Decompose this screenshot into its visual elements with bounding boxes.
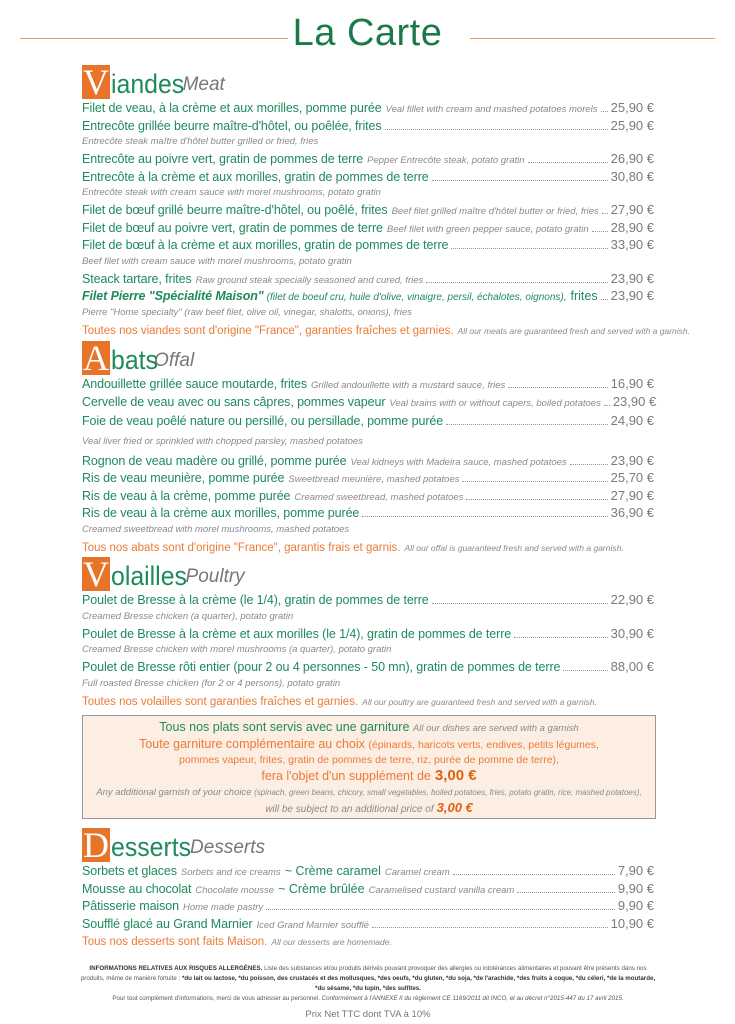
section-note-en: All our offal is guaranteed fresh and served with a garnish. [404, 542, 624, 553]
menu-item [82, 591, 654, 609]
dot-leader [602, 213, 608, 214]
garnish-line6-en: will be subject to an additional price of [265, 804, 434, 815]
item-price: 88,00 € [610, 659, 654, 674]
item-name-en: Veal fillet with cream and mashed potatoes morels [385, 104, 598, 115]
section-note-fr: Tous nos abats sont d'origine "France", garantis frais et garnis. [82, 541, 401, 554]
item-name-en: Beef filet with green pepper sauce, potato gratin [386, 223, 589, 235]
menu-item [82, 452, 654, 470]
item-name-en-extra: Caramelised custard vanilla cream [368, 884, 515, 896]
section-heading [82, 825, 654, 865]
menu-item [82, 625, 654, 643]
garnish-line2-fr: Toute garniture complémentaire au choix [139, 737, 365, 751]
item-translation: Pierre "Home specialty" (raw beef filet, olive oil, vinegar, shalotts, onions), fries [82, 306, 412, 318]
dot-leader [372, 927, 608, 928]
section-title-fr: iandes [111, 69, 185, 99]
item-name-fr: Filet de veau, à la crème et aux morilles, pomme purée [82, 101, 382, 115]
dot-leader [453, 874, 615, 875]
item-name-fr: Entrecôte au poivre vert, gratin de pommes de terre [82, 152, 364, 166]
item-name-en: Iced Grand Marnier soufflé [256, 919, 369, 931]
section-note [82, 692, 654, 710]
garnish-line4: fera l'objet d'un supplément de [261, 769, 431, 783]
item-name-en: Raw ground steak specially seasoned and cured, fries [195, 274, 424, 286]
menu-item [82, 270, 654, 288]
menu-item [82, 504, 654, 522]
menu-item [82, 412, 654, 430]
section-volailles [82, 555, 654, 710]
allergen-footer [78, 964, 658, 1020]
menu-item [82, 117, 654, 135]
item-price: 23,90 € [610, 452, 654, 468]
item-price: 30,90 € [610, 625, 654, 641]
dot-leader [451, 248, 607, 249]
garnish-price-en: 3,00 € [436, 800, 473, 815]
section-title-en: Offal [154, 350, 195, 371]
item-price: 23,90 € [610, 288, 654, 303]
menu-item [82, 287, 654, 305]
item-translation: Full roasted Bresse chicken (for 2 or 4 persons), potato gratin [82, 677, 341, 689]
item-translation: Creamed sweetbread with morel mushrooms, mashed potatoes [82, 523, 350, 535]
item-name-fr: Sorbets et glaces [82, 864, 177, 878]
item-name-en: Veal brains with or without capers, boiled potatoes [389, 397, 601, 409]
item-translation: Creamed Bresse chicken with morel mushrooms (a quarter), potato gratin [82, 644, 392, 655]
dot-leader [426, 282, 607, 283]
section-viandes [82, 62, 691, 339]
section-title-fr: olailles [111, 561, 187, 591]
dot-leader [514, 637, 608, 638]
menu-item [82, 219, 654, 237]
item-name-fr: Steack tartare, frites [82, 271, 192, 286]
dot-leader [446, 424, 608, 425]
garnish-line3: pommes vapeur, frites, gratin de pommes de terre, riz, purée de pomme de terre), [179, 754, 559, 766]
item-name-fr: Poulet de Bresse à la crème et aux morilles (le 1/4), gratin de pommes de terre [82, 626, 512, 641]
allergen-list: *du lait ou lactose, *du poisson, des crustacés et des mollusques, *des oeufs, *du gluten, *du soja, *de l'arachide, *des fruits à coque, *du céleri, *de la moutarde, *du sésame, *du lupin, *des sulfites. [181, 975, 656, 992]
item-price: 16,90 € [610, 376, 654, 391]
item-name-fr: Foie de veau poêlé nature ou persillé, ou persillade, pomme purée [82, 414, 444, 428]
section-initial: D [83, 825, 109, 865]
dot-leader [563, 670, 607, 671]
item-name-fr: Poulet de Bresse à la crème (le 1/4), gratin de pommes de terre [82, 593, 429, 607]
garnish-line1-en: All our dishes are served with a garnish [412, 723, 579, 734]
item-translation: Beef filet with cream sauce with morel mushrooms, potato gratin [82, 255, 352, 267]
section-abats [82, 338, 657, 556]
menu-header [0, 12, 735, 58]
garnish-line2-list: (épinards, haricots verts, endives, petits légumes, [368, 739, 599, 751]
item-price: 28,90 € [610, 219, 654, 235]
item-name-en-extra: Caramel cream [384, 867, 450, 878]
item-translation: Veal liver fried or sprinkled with chopped parsley, mashed potatoes [82, 435, 363, 447]
item-name-fr: Entrecôte grillée beurre maître-d'hôtel, ou poêlée, frites [82, 118, 382, 133]
menu-item [82, 915, 654, 933]
item-name-en: Beef filet grilled maître d'hôtel butter or fried, fries [391, 206, 599, 217]
dot-leader [601, 299, 608, 300]
section-title-en: Poultry [185, 566, 245, 587]
dot-leader [466, 499, 607, 500]
item-price: 7,90 € [617, 863, 654, 878]
item-price: 9,90 € [617, 898, 654, 913]
item-name-en: Grilled andouillette with a mustard sauce, fries [311, 380, 506, 391]
item-name-en: Sorbets and ice creams [180, 867, 281, 878]
dot-leader [570, 464, 608, 465]
menu-item [82, 99, 654, 117]
item-name-fr: Soufflé glacé au Grand Marnier [82, 916, 253, 931]
menu-item [82, 658, 654, 676]
item-price: 27,90 € [610, 202, 655, 217]
item-name-fr: Pâtisserie maison [82, 899, 179, 913]
section-note-fr: Toutes nos viandes sont d'origine "France", garanties fraîches et garnies. [82, 324, 454, 337]
dot-leader [592, 231, 608, 232]
menu-item [82, 880, 654, 898]
item-name-fr: Rognon de veau madère ou grillé, pomme purée [82, 453, 347, 468]
section-note [82, 932, 654, 950]
item-price: 33,90 € [610, 237, 654, 252]
item-name-fr: Ris de veau à la crème aux morilles, pomme purée [82, 506, 360, 520]
allergen-contact: Pour tout complément d'informations, merci de vous adresser au personnel. [112, 995, 320, 1002]
section-initial: V [83, 62, 109, 102]
dot-leader [508, 387, 607, 388]
menu-item [82, 236, 654, 254]
item-price: 23,90 € [610, 270, 654, 286]
garnish-line5-en: Any additional garnish of your choice [96, 787, 252, 798]
item-name-fr: Ris de veau meunière, pomme purée [82, 471, 285, 485]
item-price: 25,70 € [610, 470, 654, 485]
garnish-line5-list: (spinach, green beans, chicory, small vegetables, boiled potatoes, fries, potato gratin, rice, mashed potatoes), [254, 788, 642, 797]
section-note [82, 538, 654, 556]
menu-item [82, 168, 654, 186]
item-name-fr: Filet de bœuf grillé beurre maître-d'hôtel, ou poêlé, frites [82, 203, 388, 217]
tva-note: Prix Net TTC dont TVA à 10% [305, 1009, 431, 1020]
item-name-en: Veal kidneys with Madeira sauce, mashed potatoes [350, 456, 567, 468]
section-title-en: Meat [182, 74, 225, 95]
item-name-fr-extra: frites [570, 289, 598, 303]
dot-leader [462, 481, 607, 482]
dot-leader [528, 162, 608, 163]
dot-leader [432, 603, 608, 604]
section-note-fr: Tous nos desserts sont faits Maison. [82, 936, 268, 948]
dot-leader [517, 892, 615, 893]
allergen-title: INFORMATIONS RELATIVES AUX RISQUES ALLERGÈNES. [89, 965, 263, 972]
section-heading [82, 554, 654, 594]
allergen-regulation: Conformément à l'ANNEXE II du règlement CE 1169/2011 dit INCO, et au décret n°2015-447 du 17 avril 2015. [321, 995, 624, 1002]
item-name-en: Pepper Entrecôte steak, potato gratin [367, 155, 525, 166]
item-translation: Entrecôte steak maître d'hôtel butter grilled or fried, fries [82, 136, 319, 147]
item-price: 30,80 € [610, 168, 654, 184]
section-note-en: All our poultry are guaranteed fresh and served with a garnish. [362, 696, 597, 707]
item-name-en: Creamed sweetbread, mashed potatoes [294, 491, 464, 503]
section-initial: A [83, 338, 109, 378]
item-price: 27,90 € [610, 487, 654, 503]
menu-item [82, 201, 654, 219]
dot-leader [601, 111, 608, 112]
item-name-fr-extra: ~ Crème brûlée [278, 881, 365, 896]
item-translation: Creamed Bresse chicken (a quarter), potato gratin [82, 610, 294, 622]
item-price: 23,90 € [612, 393, 657, 409]
menu-item [82, 393, 657, 411]
section-note-fr: Toutes nos volailles sont garanties fraîches et garnies. [82, 695, 359, 708]
menu-item [82, 862, 654, 880]
menu-item [82, 150, 654, 168]
item-name-fr: Entrecôte à la crème et aux morilles, gratin de pommes de terre [82, 169, 429, 184]
item-price: 10,90 € [610, 915, 654, 931]
item-name-fr: Mousse au chocolat [82, 881, 192, 896]
item-name-fr: Poulet de Bresse rôti entier (pour 2 ou 4 personnes - 50 mn), gratin de pommes de terre [82, 660, 561, 674]
item-price: 9,90 € [617, 880, 654, 896]
dot-leader [385, 129, 608, 130]
garnish-price: 3,00 € [434, 767, 477, 784]
section-note-en: All our desserts are homemade. [271, 937, 392, 947]
item-price: 22,90 € [610, 592, 654, 607]
menu-item [82, 487, 654, 505]
item-name-en: Home made pastry [182, 902, 264, 913]
allergen-text: Liste des substances et/ou produits dérivés pouvant provoquer des allergies ou intolérances alimentaires et pouvant être présents dans nos produits, même de manière fortuite : [80, 965, 647, 982]
dot-leader [266, 909, 615, 910]
item-name-en: Sweetbread meunière, mashed potatoes [288, 474, 460, 485]
item-name-fr: Filet de bœuf à la crème et aux morilles, gratin de pommes de terre [82, 238, 449, 252]
menu-item [82, 469, 654, 487]
menu-item [82, 897, 654, 915]
item-name-fr: Andouillette grillée sauce moutarde, frites [82, 377, 307, 391]
item-price: 26,90 € [610, 151, 654, 166]
item-name-fr: Filet de bœuf au poivre vert, gratin de pommes de terre [82, 220, 383, 235]
section-title-en: Desserts [190, 837, 265, 858]
item-price: 25,90 € [610, 117, 654, 133]
section-title-fr: esserts [111, 832, 192, 862]
item-translation: Entrecôte steak with cream sauce with morel mushrooms, potato gratin [82, 187, 381, 198]
item-price: 36,90 € [610, 505, 654, 520]
section-note-en: All our meats are guaranteed fresh and served with a garnish. [457, 325, 691, 336]
section-title-fr: bats [111, 345, 158, 375]
dot-leader [432, 180, 608, 181]
page-title: La Carte [292, 12, 443, 54]
section-initial: V [83, 554, 109, 594]
item-price: 25,90 € [610, 100, 654, 115]
item-description-fr: (filet de boeuf cru, huile d'olive, vinaigre, persil, échalotes, oignons), [266, 292, 567, 303]
dot-leader [604, 405, 610, 406]
item-name-fr: Filet Pierre "Spécialité Maison" [82, 289, 264, 303]
menu-item [82, 375, 654, 393]
dot-leader [362, 516, 607, 517]
section-heading [82, 62, 654, 102]
garnish-info-box [82, 715, 656, 819]
garnish-line1-fr: Tous nos plats sont servis avec une garniture [159, 720, 410, 734]
item-name-fr: Ris de veau à la crème, pomme purée [82, 488, 291, 503]
section-desserts [82, 826, 654, 950]
item-name-fr-extra: ~ Crème caramel [284, 864, 381, 878]
item-price: 24,90 € [610, 413, 654, 428]
section-heading [82, 338, 654, 378]
item-name-fr: Cervelle de veau avec ou sans câpres, pommes vapeur [82, 394, 386, 409]
section-note [82, 321, 691, 339]
item-name-en: Chocolate mousse [195, 884, 275, 896]
